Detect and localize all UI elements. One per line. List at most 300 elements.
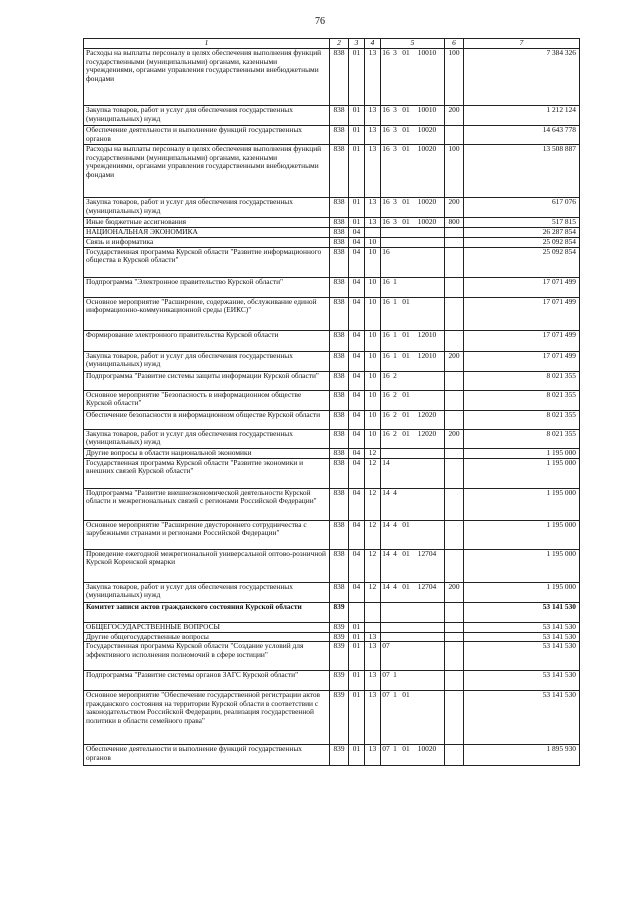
row-glava: 839 — [330, 602, 349, 622]
row-name: Обеспечение деятельности и выполнение функций государственных органов — [84, 745, 330, 766]
row-name: Подпрограмма "Развитие системы органов ЗАГС Курской области" — [84, 671, 330, 691]
row-csr — [381, 371, 445, 390]
csr-code — [381, 430, 444, 439]
csr-part: 16 — [382, 125, 390, 134]
row-csr — [381, 277, 445, 297]
row-sum: 17 071 499 — [464, 277, 580, 297]
csr-part: 01 — [402, 330, 410, 339]
row-name: Подпрограмма "Развитие системы защиты информации Курской области" — [84, 371, 330, 390]
csr-code — [381, 583, 444, 592]
csr-part — [399, 278, 413, 287]
row-razdel: 01 — [349, 126, 365, 145]
csr-part: 1 — [393, 690, 397, 700]
csr-part: 1 — [393, 297, 397, 306]
row-podrazdel: 12 — [365, 520, 381, 549]
row-vid-rashodov: 200 — [445, 582, 464, 602]
row-razdel: 01 — [349, 745, 365, 766]
csr-part — [413, 298, 441, 307]
row-glava: 838 — [330, 228, 349, 238]
row-vid-rashodov — [445, 622, 464, 632]
csr-part: 16 — [382, 429, 390, 438]
row-glava: 839 — [330, 671, 349, 691]
csr-part: 12704 — [417, 582, 437, 591]
table-row — [84, 277, 580, 297]
csr-code — [381, 411, 444, 420]
csr-part: 01 — [402, 582, 410, 591]
csr-part — [413, 248, 441, 257]
csr-code — [381, 106, 444, 115]
csr-code — [381, 372, 444, 381]
table-row — [84, 106, 580, 126]
csr-part — [399, 248, 413, 257]
row-name: Государственная программа Курской области "Развитие экономики и внешних связей Курской области" — [84, 458, 330, 488]
csr-part — [391, 248, 399, 257]
csr-part: 3 — [393, 125, 397, 134]
csr-part: 01 — [402, 217, 410, 226]
csr-code — [381, 126, 444, 135]
csr-code — [381, 198, 444, 207]
csr-part: 12010 — [417, 330, 437, 339]
row-glava: 839 — [330, 632, 349, 642]
row-sum: 8 021 355 — [464, 390, 580, 410]
row-name: Обеспечение деятельности и выполнение функций государственных органов — [84, 126, 330, 145]
row-glava: 838 — [330, 297, 349, 330]
row-vid-rashodov: 100 — [445, 145, 464, 198]
page-number: 76 — [315, 16, 325, 27]
csr-part: 2 — [393, 410, 397, 419]
row-vid-rashodov — [445, 642, 464, 671]
csr-part: 16 — [382, 410, 390, 419]
row-vid-rashodov — [445, 297, 464, 330]
csr-part: 07 — [382, 690, 390, 700]
csr-part: 01 — [402, 549, 410, 558]
row-podrazdel: 13 — [365, 691, 381, 745]
row-vid-rashodov — [445, 671, 464, 691]
csr-part: 01 — [402, 351, 410, 360]
table-row — [84, 488, 580, 520]
csr-part: 01 — [402, 197, 410, 206]
table-row — [84, 247, 580, 277]
row-csr — [381, 602, 445, 622]
csr-part: 2 — [393, 390, 397, 399]
table-row — [84, 745, 580, 766]
table-row — [84, 228, 580, 238]
row-name: Проведение ежегодной межрегиональной универсальной оптово-розничной Курской Коренской ярмарки — [84, 549, 330, 582]
csr-part — [399, 372, 413, 381]
row-csr — [381, 126, 445, 145]
csr-part: 1 — [393, 744, 397, 754]
csr-part: 16 — [382, 351, 390, 360]
row-csr — [381, 520, 445, 549]
row-glava: 838 — [330, 520, 349, 549]
column-number: 7 — [464, 39, 580, 49]
row-podrazdel: 10 — [365, 297, 381, 330]
row-vid-rashodov — [445, 549, 464, 582]
row-csr — [381, 238, 445, 248]
row-name: Закупка товаров, работ и услуг для обеспечения государственных (муниципальных) нужд — [84, 351, 330, 371]
row-csr — [381, 582, 445, 602]
row-csr — [381, 488, 445, 520]
csr-code — [381, 489, 444, 498]
row-name: Расходы на выплаты персоналу в целях обеспечения выполнения функций государственными (муниципальными) органами, казенными учреждениями, органами управления государственными внебюджетными фондами — [84, 49, 330, 106]
row-podrazdel: 13 — [365, 49, 381, 106]
csr-part: 3 — [393, 197, 397, 206]
csr-code — [381, 218, 444, 227]
row-podrazdel: 13 — [365, 126, 381, 145]
csr-part: 16 — [382, 105, 390, 114]
row-sum: 1 195 000 — [464, 520, 580, 549]
row-razdel: 01 — [349, 49, 365, 106]
row-vid-rashodov — [445, 691, 464, 745]
row-vid-rashodov: 100 — [445, 49, 464, 106]
row-podrazdel: 13 — [365, 632, 381, 642]
row-podrazdel: 13 — [365, 218, 381, 228]
row-podrazdel — [365, 622, 381, 632]
csr-part: 01 — [402, 144, 410, 153]
csr-part: 2 — [393, 429, 397, 438]
table-row — [84, 198, 580, 218]
row-vid-rashodov — [445, 238, 464, 248]
row-razdel: 01 — [349, 632, 365, 642]
csr-part — [413, 521, 441, 530]
row-name: Государственная программа Курской области "Развитие информационного общества в Курской области" — [84, 247, 330, 277]
column-number: 1 — [84, 39, 330, 49]
csr-part — [413, 642, 441, 651]
row-vid-rashodov: 200 — [445, 429, 464, 448]
row-vid-rashodov — [445, 745, 464, 766]
row-razdel: 04 — [349, 582, 365, 602]
row-podrazdel: 13 — [365, 745, 381, 766]
row-sum: 1 195 000 — [464, 582, 580, 602]
row-sum: 1 195 000 — [464, 488, 580, 520]
row-glava: 838 — [330, 198, 349, 218]
row-name: Основное мероприятие "Безопасность в информационном обществе Курской области" — [84, 390, 330, 410]
row-vid-rashodov: 200 — [445, 106, 464, 126]
row-csr — [381, 458, 445, 488]
row-glava: 838 — [330, 218, 349, 228]
csr-part: 12704 — [417, 549, 437, 558]
row-csr — [381, 549, 445, 582]
row-sum: 53 141 530 — [464, 671, 580, 691]
table-row — [84, 297, 580, 330]
row-glava: 838 — [330, 106, 349, 126]
csr-code — [381, 145, 444, 154]
row-podrazdel: 13 — [365, 642, 381, 671]
row-name: Иные бюджетные ассигнования — [84, 218, 330, 228]
row-glava: 838 — [330, 49, 349, 106]
csr-code — [381, 298, 444, 307]
row-podrazdel: 13 — [365, 145, 381, 198]
row-glava: 838 — [330, 549, 349, 582]
row-vid-rashodov — [445, 126, 464, 145]
row-razdel: 01 — [349, 691, 365, 745]
csr-part: 4 — [393, 520, 397, 529]
row-vid-rashodov — [445, 390, 464, 410]
row-sum: 53 141 530 — [464, 691, 580, 745]
row-vid-rashodov — [445, 632, 464, 642]
csr-code — [381, 352, 444, 361]
row-razdel: 04 — [349, 429, 365, 448]
table-row — [84, 582, 580, 602]
csr-part — [399, 642, 413, 651]
csr-part: 16 — [382, 330, 390, 339]
row-razdel: 04 — [349, 410, 365, 429]
table-row — [84, 145, 580, 198]
csr-part — [413, 459, 441, 468]
row-vid-rashodov — [445, 247, 464, 277]
csr-part: 16 — [382, 277, 390, 286]
row-name: Другие общегосударственные вопросы — [84, 632, 330, 642]
row-razdel: 04 — [349, 390, 365, 410]
csr-part: 01 — [402, 410, 410, 419]
csr-code — [381, 278, 444, 287]
table-row — [84, 622, 580, 632]
table-row — [84, 602, 580, 622]
table-row — [84, 371, 580, 390]
row-razdel: 01 — [349, 198, 365, 218]
row-podrazdel: 10 — [365, 371, 381, 390]
csr-part: 07 — [382, 744, 390, 754]
row-sum: 25 092 854 — [464, 238, 580, 248]
row-name: Основное мероприятие "Обеспечение государственной регистрации актов гражданского состояния на территории Курской области в соответствии с законодательством Российской Федерации, реализация государственной политики в области семейного права" — [84, 691, 330, 745]
row-csr — [381, 642, 445, 671]
row-razdel: 04 — [349, 488, 365, 520]
csr-part: 4 — [393, 488, 397, 497]
row-csr — [381, 330, 445, 351]
csr-part: 14 — [382, 582, 390, 591]
budget-table — [83, 38, 580, 766]
row-podrazdel: 12 — [365, 549, 381, 582]
row-razdel: 01 — [349, 218, 365, 228]
csr-part: 3 — [393, 144, 397, 153]
csr-part: 01 — [402, 390, 410, 399]
row-glava: 838 — [330, 448, 349, 458]
row-name: Комитет записи актов гражданского состояния Курской области — [84, 602, 330, 622]
row-vid-rashodov — [445, 488, 464, 520]
table-row — [84, 49, 580, 106]
row-glava: 838 — [330, 330, 349, 351]
row-vid-rashodov — [445, 602, 464, 622]
csr-code — [381, 691, 444, 700]
row-sum: 26 287 854 — [464, 228, 580, 238]
row-podrazdel — [365, 228, 381, 238]
table-row — [84, 126, 580, 145]
row-sum: 53 141 530 — [464, 622, 580, 632]
row-csr — [381, 218, 445, 228]
csr-part: 01 — [402, 520, 410, 529]
csr-part — [391, 459, 399, 468]
csr-part: 1 — [393, 670, 397, 680]
column-number: 3 — [349, 39, 365, 49]
csr-part: 01 — [402, 105, 410, 114]
row-name: Закупка товаров, работ и услуг для обеспечения государственных (муниципальных) нужд — [84, 429, 330, 448]
row-razdel: 04 — [349, 228, 365, 238]
column-number: 4 — [365, 39, 381, 49]
csr-code — [381, 331, 444, 340]
row-csr — [381, 448, 445, 458]
row-csr — [381, 429, 445, 448]
csr-code — [381, 745, 444, 754]
row-csr — [381, 622, 445, 632]
table-row — [84, 238, 580, 248]
row-sum: 13 508 887 — [464, 145, 580, 198]
row-sum: 53 141 530 — [464, 642, 580, 671]
row-razdel: 04 — [349, 277, 365, 297]
row-csr — [381, 247, 445, 277]
row-razdel: 04 — [349, 448, 365, 458]
csr-part: 16 — [382, 371, 390, 380]
row-sum: 8 021 355 — [464, 410, 580, 429]
row-glava: 838 — [330, 429, 349, 448]
row-name: Обеспечение безопасности в информационном обществе Курской области — [84, 410, 330, 429]
row-podrazdel: 13 — [365, 671, 381, 691]
row-glava: 838 — [330, 277, 349, 297]
row-name: Закупка товаров, работ и услуг для обеспечения государственных (муниципальных) нужд — [84, 198, 330, 218]
csr-code — [381, 49, 444, 58]
row-vid-rashodov: 200 — [445, 351, 464, 371]
row-podrazdel: 12 — [365, 458, 381, 488]
row-name: Государственная программа Курской области "Создание условий для эффективного исполнения полномочий в сфере юстиции" — [84, 642, 330, 671]
row-csr — [381, 106, 445, 126]
table-row — [84, 549, 580, 582]
row-podrazdel: 12 — [365, 582, 381, 602]
row-sum: 17 071 499 — [464, 297, 580, 330]
table-row — [84, 520, 580, 549]
row-glava: 838 — [330, 390, 349, 410]
row-sum: 1 195 000 — [464, 448, 580, 458]
table-row — [84, 458, 580, 488]
csr-code — [381, 642, 444, 651]
row-sum: 617 076 — [464, 198, 580, 218]
row-csr — [381, 198, 445, 218]
row-name: ОБЩЕГОСУДАРСТВЕННЫЕ ВОПРОСЫ — [84, 622, 330, 632]
row-csr — [381, 410, 445, 429]
csr-part — [413, 391, 441, 400]
csr-part: 10020 — [417, 197, 437, 206]
row-vid-rashodov — [445, 520, 464, 549]
csr-part — [391, 642, 399, 651]
csr-code — [381, 248, 444, 257]
row-glava: 839 — [330, 642, 349, 671]
row-razdel: 01 — [349, 106, 365, 126]
row-name: Расходы на выплаты персоналу в целях обеспечения выполнения функций государственными (муниципальными) органами, казенными учреждениями, органами управления государственными внебюджетными фондами — [84, 145, 330, 198]
table-row — [84, 390, 580, 410]
csr-code — [381, 459, 444, 468]
csr-part: 10010 — [417, 105, 437, 114]
csr-part: 2 — [393, 371, 397, 380]
csr-part: 3 — [393, 217, 397, 226]
column-number-row — [84, 39, 580, 49]
csr-part: 10020 — [417, 125, 437, 134]
row-csr — [381, 390, 445, 410]
csr-part: 3 — [393, 105, 397, 114]
row-name: Основное мероприятие "Расширение двустороннего сотрудничества с зарубежными странами и регионами Российской Федерации" — [84, 520, 330, 549]
row-glava: 839 — [330, 622, 349, 632]
csr-part: 10010 — [417, 48, 437, 57]
row-glava: 838 — [330, 582, 349, 602]
row-sum: 14 643 778 — [464, 126, 580, 145]
csr-part — [413, 278, 441, 287]
row-sum: 53 141 530 — [464, 602, 580, 622]
column-number: 6 — [445, 39, 464, 49]
table-row — [84, 671, 580, 691]
row-podrazdel: 10 — [365, 429, 381, 448]
csr-part: 10020 — [417, 744, 437, 754]
row-glava: 838 — [330, 351, 349, 371]
table-row — [84, 448, 580, 458]
row-podrazdel: 12 — [365, 448, 381, 458]
row-sum: 8 021 355 — [464, 429, 580, 448]
column-number: 2 — [330, 39, 349, 49]
row-vid-rashodov — [445, 448, 464, 458]
row-razdel: 04 — [349, 371, 365, 390]
row-glava: 838 — [330, 458, 349, 488]
row-vid-rashodov — [445, 277, 464, 297]
csr-part: 1 — [393, 277, 397, 286]
row-podrazdel: 10 — [365, 277, 381, 297]
row-razdel: 04 — [349, 458, 365, 488]
row-glava: 838 — [330, 371, 349, 390]
csr-part: 3 — [393, 48, 397, 57]
row-razdel: 04 — [349, 520, 365, 549]
row-vid-rashodov: 200 — [445, 198, 464, 218]
row-podrazdel — [365, 602, 381, 622]
table-row — [84, 351, 580, 371]
csr-part — [413, 671, 441, 680]
csr-part: 16 — [382, 247, 390, 256]
row-razdel: 04 — [349, 247, 365, 277]
row-name: НАЦИОНАЛЬНАЯ ЭКОНОМИКА — [84, 228, 330, 238]
csr-code — [381, 391, 444, 400]
row-csr — [381, 145, 445, 198]
row-glava: 838 — [330, 145, 349, 198]
csr-code — [381, 521, 444, 530]
csr-part: 16 — [382, 297, 390, 306]
row-csr — [381, 228, 445, 238]
row-glava: 838 — [330, 410, 349, 429]
row-razdel: 01 — [349, 145, 365, 198]
csr-part: 12010 — [417, 351, 437, 360]
csr-part: 01 — [402, 125, 410, 134]
row-name: Основное мероприятие "Расширение, содержание, обслуживание единой информационно-коммуникационной среды (ЕИКС)" — [84, 297, 330, 330]
row-razdel: 01 — [349, 642, 365, 671]
row-razdel: 01 — [349, 622, 365, 632]
csr-part: 1 — [393, 330, 397, 339]
row-csr — [381, 351, 445, 371]
row-podrazdel: 10 — [365, 390, 381, 410]
row-podrazdel: 10 — [365, 351, 381, 371]
row-podrazdel: 10 — [365, 330, 381, 351]
table-row — [84, 642, 580, 671]
row-glava: 838 — [330, 488, 349, 520]
row-sum: 17 071 499 — [464, 351, 580, 371]
row-razdel: 04 — [349, 238, 365, 248]
row-sum: 1 195 000 — [464, 549, 580, 582]
csr-part — [399, 459, 413, 468]
row-sum: 517 815 — [464, 218, 580, 228]
row-name: Формирование электронного правительства Курской области — [84, 330, 330, 351]
csr-part: 12020 — [417, 429, 437, 438]
csr-part: 4 — [393, 549, 397, 558]
row-podrazdel: 13 — [365, 198, 381, 218]
csr-part: 16 — [382, 144, 390, 153]
row-glava: 838 — [330, 247, 349, 277]
csr-part: 1 — [393, 351, 397, 360]
csr-part: 10020 — [417, 217, 437, 226]
csr-part: 07 — [382, 641, 390, 651]
csr-part: 01 — [402, 297, 410, 306]
table-row — [84, 632, 580, 642]
